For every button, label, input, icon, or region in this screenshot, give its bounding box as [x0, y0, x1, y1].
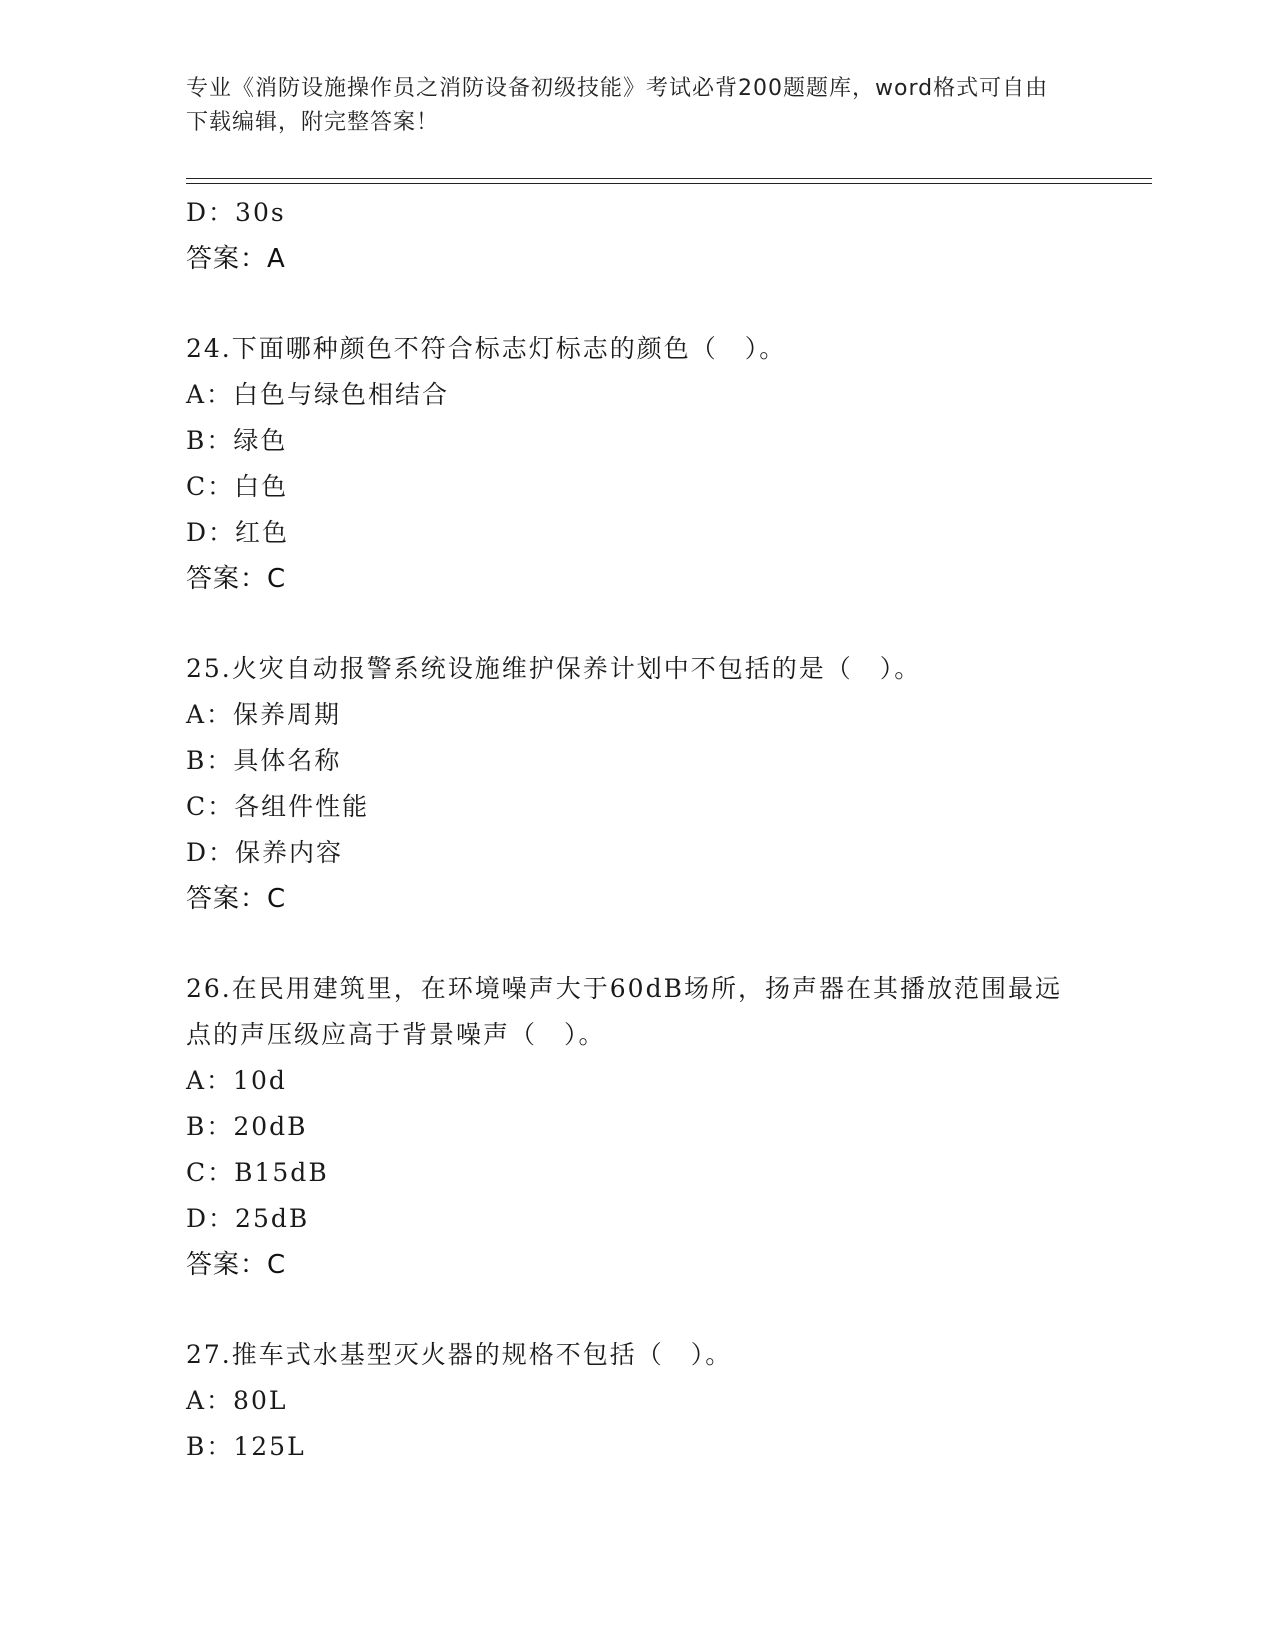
question-25-stem: 25.火灾自动报警系统设施维护保养计划中不包括的是（ ）。 — [186, 654, 922, 683]
question-25-option-d: D：保养内容 — [186, 838, 344, 867]
question-26-answer: 答案：C — [186, 1250, 287, 1280]
previous-option-d: D：30s — [186, 198, 286, 227]
spacer — [186, 922, 1152, 966]
question-list — [186, 190, 1152, 1470]
spacer — [186, 1288, 1152, 1332]
question-24-option-b: B：绿色 — [186, 426, 288, 455]
question-27-option-a: A：80L — [186, 1386, 288, 1415]
question-27-stem: 27.推车式水基型灭火器的规格不包括（ ）。 — [186, 1340, 733, 1369]
question-24-option-c: C：白色 — [186, 472, 289, 501]
spacer — [186, 282, 1152, 326]
question-26-option-c: C：B15dB — [186, 1158, 329, 1187]
question-26-option-a: A：10d — [186, 1066, 287, 1095]
question-24-answer: 答案：C — [186, 564, 287, 594]
question-24-option-a: A：白色与绿色相结合 — [186, 380, 450, 409]
header-divider-bottom — [186, 183, 1152, 184]
question-25-answer: 答案：C — [186, 884, 287, 914]
question-26-option-b: B：20dB — [186, 1112, 308, 1141]
header-divider-top — [186, 178, 1152, 179]
question-27-option-b: B：125L — [186, 1432, 306, 1461]
question-24-option-d: D：红色 — [186, 518, 290, 547]
document-header-title: 专业《消防设施操作员之消防设备初级技能》考试必背200题题库，word格式可自由下载编辑，附完整答案！ — [186, 76, 1049, 135]
previous-answer: 答案：A — [186, 244, 286, 274]
question-25-option-b: B：具体名称 — [186, 746, 342, 775]
question-25-option-a: A：保养周期 — [186, 700, 342, 729]
question-25-option-c: C：各组件性能 — [186, 792, 370, 821]
question-26-stem: 26.在民用建筑里，在环境噪声大于60dB场所，扬声器在其播放范围最远点的声压级应高于背景噪声（ ）。 — [186, 974, 1062, 1049]
question-26-option-d: D：25dB — [186, 1204, 310, 1233]
question-24-stem: 24.下面哪种颜色不符合标志灯标志的颜色（ ）。 — [186, 334, 787, 363]
spacer — [186, 602, 1152, 646]
